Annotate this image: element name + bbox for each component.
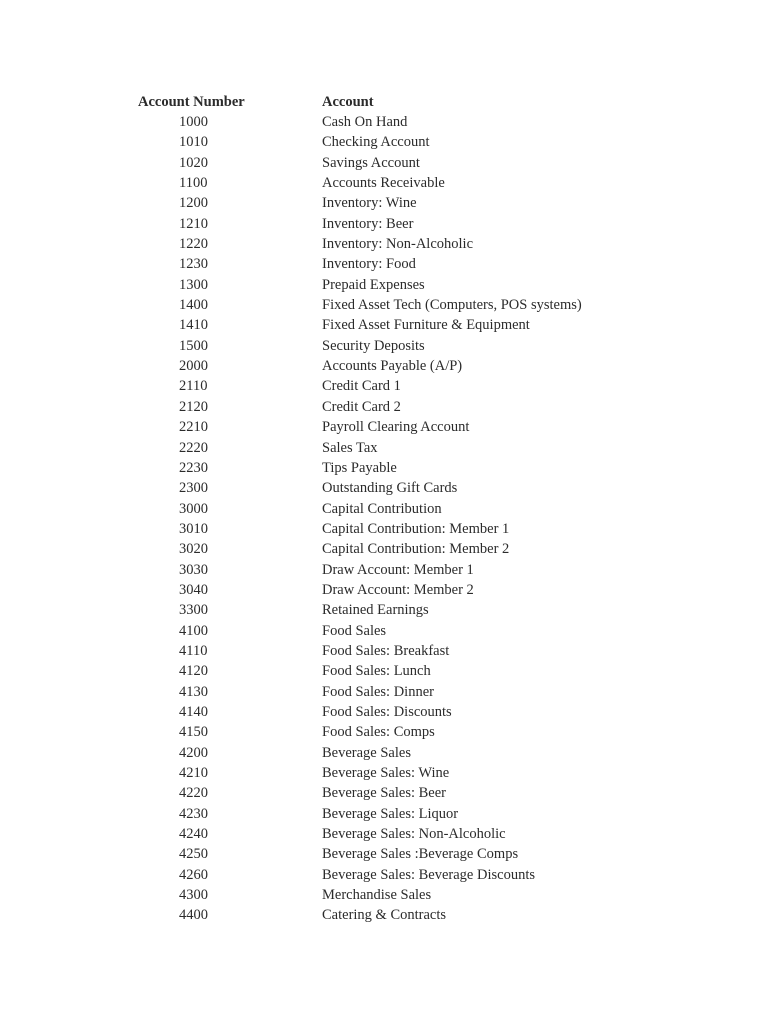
- account-name-cell: Beverage Sales: Wine: [322, 765, 450, 781]
- table-row: [138, 295, 618, 315]
- account-name-cell: Capital Contribution: [322, 500, 442, 517]
- table-header: [138, 92, 618, 112]
- table-row: [138, 499, 618, 519]
- account-number-cell: 4130: [179, 683, 208, 700]
- account-number-cell: 1200: [179, 195, 208, 212]
- table-row: [138, 153, 618, 173]
- account-name-cell: Food Sales: Comps: [322, 724, 435, 741]
- account-number-cell: 4140: [179, 703, 208, 720]
- account-name-cell: Food Sales: Breakfast: [322, 642, 450, 659]
- account-name-cell: Cash On Hand: [322, 114, 408, 130]
- account-number-cell: 2300: [179, 480, 208, 497]
- table-row: [138, 580, 618, 600]
- table-row: [138, 905, 618, 925]
- table-row: [138, 397, 618, 417]
- account-number-cell: 2110: [179, 378, 208, 395]
- table-row: [138, 560, 618, 580]
- account-number-cell: 1100: [179, 175, 208, 192]
- account-name-cell: Inventory: Beer: [322, 215, 414, 232]
- account-name-cell: Merchandise Sales: [322, 887, 432, 904]
- table-row: [138, 438, 618, 458]
- account-number-cell: 3020: [179, 541, 208, 558]
- account-name-cell: Fixed Asset Tech (Computers, POS systems): [322, 297, 582, 314]
- table-row: [138, 804, 618, 824]
- account-number-cell: 3000: [179, 500, 208, 517]
- table-row: [138, 417, 618, 437]
- account-number-cell: 4230: [179, 805, 208, 822]
- account-name-cell: Beverage Sales: Liquor: [322, 805, 459, 822]
- account-name-cell: Catering & Contracts: [322, 907, 447, 924]
- account-number-cell: 1220: [179, 236, 208, 253]
- table-row: [138, 600, 618, 620]
- table-row: [138, 844, 618, 864]
- table-row: [138, 743, 618, 763]
- table-row: [138, 763, 618, 783]
- table-row: [138, 234, 618, 254]
- table-body: [138, 112, 618, 926]
- table-row: [138, 478, 618, 498]
- account-number-cell: 4240: [179, 826, 208, 843]
- table-row: [138, 315, 618, 335]
- account-number-cell: 1000: [179, 114, 208, 130]
- account-name-cell: Sales Tax: [322, 439, 378, 456]
- account-name-cell: Credit Card 1: [322, 378, 401, 395]
- account-name-cell: Inventory: Food: [322, 256, 416, 273]
- account-number-cell: 4200: [179, 744, 208, 761]
- table-row: [138, 621, 618, 641]
- account-number-cell: 3030: [179, 561, 208, 578]
- account-number-cell: 1300: [179, 276, 208, 293]
- account-name-cell: Accounts Receivable: [322, 175, 445, 192]
- table-row: [138, 336, 618, 356]
- table-row: [138, 722, 618, 742]
- account-number-cell: 4220: [179, 785, 208, 802]
- account-name-cell: Draw Account: Member 2: [322, 581, 474, 598]
- table-row: [138, 702, 618, 722]
- account-name-cell: Beverage Sales: Beer: [322, 785, 447, 802]
- account-name-cell: Capital Contribution: Member 1: [322, 520, 510, 537]
- account-name-cell: Food Sales: Discounts: [322, 703, 452, 720]
- account-name-cell: Retained Earnings: [322, 602, 429, 619]
- account-name-cell: Beverage Sales: [322, 744, 411, 761]
- table-row: [138, 275, 618, 295]
- chart-of-accounts-table: [138, 92, 618, 926]
- account-number-cell: 4110: [179, 642, 208, 659]
- table-row: [138, 376, 618, 396]
- account-name-cell: Capital Contribution: Member 2: [322, 541, 510, 558]
- account-number-cell: 3040: [179, 581, 208, 598]
- table-row: [138, 193, 618, 213]
- account-number-cell: 4400: [179, 907, 208, 924]
- account-name-cell: Tips Payable: [322, 459, 397, 476]
- account-name-cell: Prepaid Expenses: [322, 276, 425, 293]
- account-name-cell: Inventory: Non-Alcoholic: [322, 236, 474, 253]
- account-name-cell: Checking Account: [322, 134, 430, 151]
- table-row: [138, 865, 618, 885]
- table-row: [138, 173, 618, 193]
- account-number-cell: 2230: [179, 459, 208, 476]
- table-row: [138, 112, 618, 132]
- table-row: [138, 356, 618, 376]
- table-row: [138, 519, 618, 539]
- account-name-cell: Credit Card 2: [322, 398, 401, 415]
- account-name-cell: Accounts Payable (A/P): [322, 358, 463, 375]
- table-row: [138, 885, 618, 905]
- account-name-cell: Beverage Sales: Beverage Discounts: [322, 866, 535, 883]
- account-name-cell: Security Deposits: [322, 337, 425, 354]
- account-number-cell: 4120: [179, 663, 208, 680]
- header-account: Account: [322, 94, 374, 110]
- account-number-cell: 3300: [179, 602, 208, 619]
- table-row: [138, 254, 618, 274]
- account-number-cell: 4300: [179, 887, 208, 904]
- account-number-cell: 1210: [179, 215, 208, 232]
- account-name-cell: Payroll Clearing Account: [322, 419, 470, 436]
- account-number-cell: 4210: [179, 765, 208, 781]
- account-name-cell: Draw Account: Member 1: [322, 561, 474, 578]
- account-number-cell: 3010: [179, 520, 208, 537]
- account-number-cell: 2210: [179, 419, 208, 436]
- account-name-cell: Beverage Sales: Non-Alcoholic: [322, 826, 506, 843]
- account-name-cell: Beverage Sales :Beverage Comps: [322, 846, 519, 863]
- account-number-cell: 2000: [179, 358, 208, 375]
- account-name-cell: Inventory: Wine: [322, 195, 417, 212]
- account-number-cell: 1010: [179, 134, 208, 151]
- table-row: [138, 458, 618, 478]
- table-row: [138, 824, 618, 844]
- account-number-cell: 4150: [179, 724, 208, 741]
- account-number-cell: 4260: [179, 866, 208, 883]
- header-account-number: Account Number: [138, 94, 245, 110]
- account-number-cell: 2120: [179, 398, 208, 415]
- table-row: [138, 214, 618, 234]
- account-name-cell: Food Sales: [322, 622, 387, 639]
- table-row: [138, 661, 618, 681]
- account-number-cell: 1500: [179, 337, 208, 354]
- account-number-cell: 1400: [179, 297, 208, 314]
- account-name-cell: Savings Account: [322, 154, 420, 171]
- table-row: [138, 641, 618, 661]
- account-number-cell: 4250: [179, 846, 208, 863]
- table-row: [138, 783, 618, 803]
- table-row: [138, 539, 618, 559]
- account-number-cell: 2220: [179, 439, 208, 456]
- account-name-cell: Food Sales: Dinner: [322, 683, 434, 700]
- account-name-cell: Outstanding Gift Cards: [322, 480, 458, 497]
- table-row: [138, 132, 618, 152]
- table-row: [138, 682, 618, 702]
- account-number-cell: 1410: [179, 317, 208, 334]
- account-name-cell: Fixed Asset Furniture & Equipment: [322, 317, 530, 334]
- account-name-cell: Food Sales: Lunch: [322, 663, 431, 680]
- account-number-cell: 4100: [179, 622, 208, 639]
- account-number-cell: 1230: [179, 256, 208, 273]
- account-number-cell: 1020: [179, 154, 208, 171]
